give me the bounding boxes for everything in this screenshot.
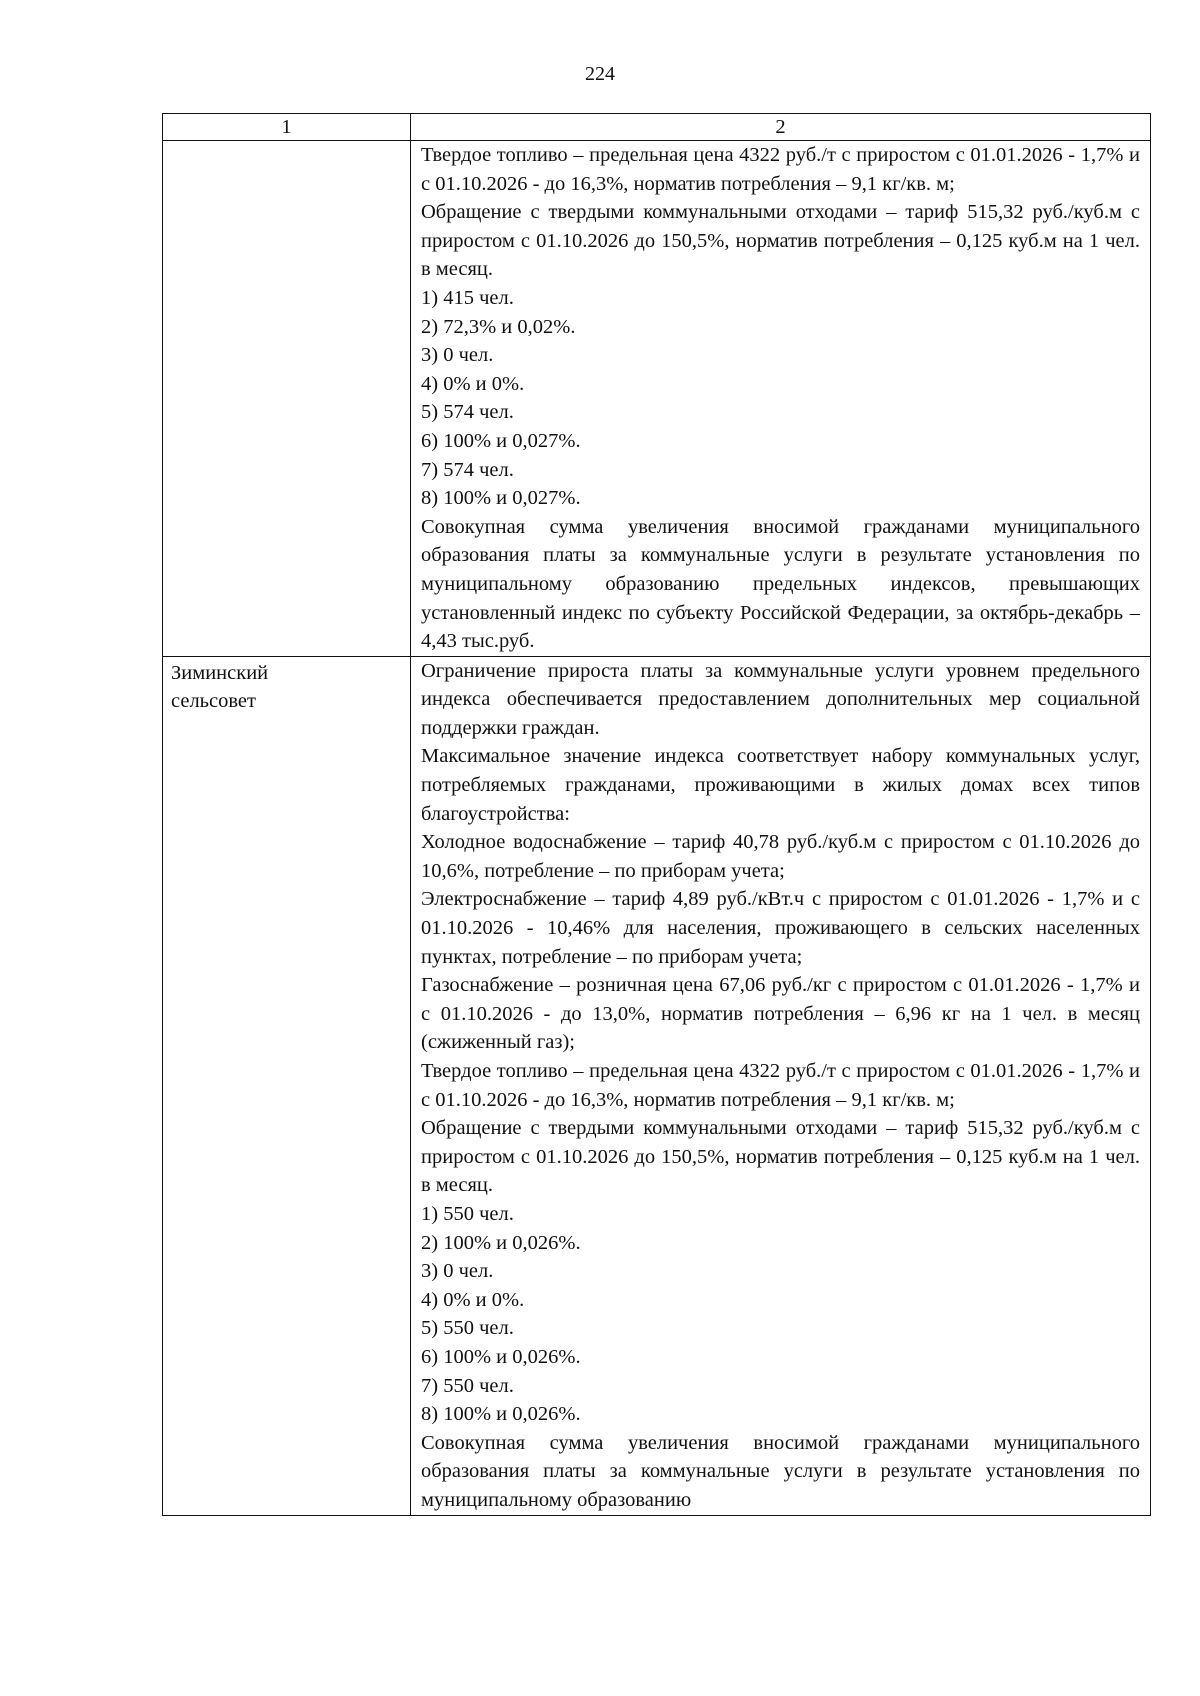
list-item: 6) 100% и 0,026%.	[421, 1345, 581, 1368]
list-item: 7) 574 чел.	[421, 458, 514, 481]
list-item: 3) 0 чел.	[421, 1260, 494, 1283]
description-cell	[411, 141, 1151, 657]
list-item: 5) 574 чел.	[421, 401, 514, 424]
list-item: 1) 415 чел.	[421, 286, 514, 309]
paragraph: Электроснабжение – тариф 4,89 руб./кВт.ч с приростом с 01.01.2026 - 1,7% и с 01.10.2026 - 10,46% для населения, проживающего в сельских населенных пунктах, потребление – по приборам учета;	[421, 888, 1140, 968]
list-item: 1) 550 чел.	[421, 1202, 514, 1225]
list-item: 4) 0% и 0%.	[421, 1288, 525, 1311]
page-number: 224	[585, 63, 615, 85]
paragraph: Твердое топливо – предельная цена 4322 руб./т с приростом с 01.01.2026 - 1,7% и с 01.10.2026 - до 16,3%, норматив потребления – 9,1 кг/кв. м;	[421, 1060, 1140, 1111]
table-header-row	[163, 114, 1151, 141]
list-item: 8) 100% и 0,026%.	[421, 1403, 581, 1426]
paragraph: Обращение с твердыми коммунальными отходами – тариф 515,32 руб./куб.м с приростом с 01.10.2026 до 150,5%, норматив потребления – 0,125 куб.м на 1 чел. в месяц.	[421, 201, 1140, 281]
list-item: 2) 72,3% и 0,02%.	[421, 315, 576, 338]
list-item: 4) 0% и 0%.	[421, 372, 525, 395]
paragraph: Максимальное значение индекса соответствует набору коммунальных услуг, потребляемых гражданами, проживающими в жилых домах всех типов благоустройства:	[421, 745, 1140, 825]
paragraph: Холодное водоснабжение – тариф 40,78 руб./куб.м с приростом с 01.10.2026 до 10,6%, потребление – по приборам учета;	[421, 831, 1140, 882]
list-item: 3) 0 чел.	[421, 344, 494, 367]
description-cell	[411, 656, 1151, 1515]
paragraph: Газоснабжение – розничная цена 67,06 руб./кг с приростом с 01.01.2026 - 1,7% и с 01.10.2026 - до 13,0%, норматив потребления – 6,96 кг на 1 чел. в месяц (сжиженный газ);	[421, 974, 1140, 1054]
table-row	[163, 656, 1151, 1515]
paragraph: Обращение с твердыми коммунальными отходами – тариф 515,32 руб./куб.м с приростом с 01.10.2026 до 150,5%, норматив потребления – 0,125 куб.м на 1 чел. в месяц.	[421, 1117, 1140, 1197]
list-item: 6) 100% и 0,027%.	[421, 429, 581, 452]
column-header-1: 1	[163, 114, 411, 141]
municipality-cell	[163, 141, 411, 657]
municipality-cell	[163, 656, 411, 1515]
table-row	[163, 141, 1151, 657]
municipality-name: Зиминский сельсовет	[171, 661, 269, 713]
paragraph: Ограничение прироста платы за коммунальные услуги уровнем предельного индекса обеспечивается предоставлением дополнительных мер социальной поддержки граждан.	[421, 659, 1140, 739]
document-table	[162, 113, 1151, 1516]
list-item: 5) 550 чел.	[421, 1317, 514, 1340]
summary-paragraph: Совокупная сумма увеличения вносимой гражданами муниципального образования платы за коммунальные услуги в результате установления по муниципальному образованию предельных индексов, превышающих установленный индекс по субъекту Российской Федерации, за октябрь-декабрь – 4,43 тыс.руб.	[421, 515, 1140, 653]
list-item: 2) 100% и 0,026%.	[421, 1231, 581, 1254]
paragraph: Твердое топливо – предельная цена 4322 руб./т с приростом с 01.01.2026 - 1,7% и с 01.10.2026 - до 16,3%, норматив потребления – 9,1 кг/кв. м;	[421, 144, 1140, 195]
list-item: 7) 550 чел.	[421, 1374, 514, 1397]
summary-paragraph: Совокупная сумма увеличения вносимой гражданами муниципального образования платы за коммунальные услуги в результате установления по муниципальному образованию	[421, 1431, 1140, 1511]
list-item: 8) 100% и 0,027%.	[421, 487, 581, 510]
clipped-content	[421, 657, 1140, 1515]
column-header-2: 2	[411, 114, 1151, 141]
